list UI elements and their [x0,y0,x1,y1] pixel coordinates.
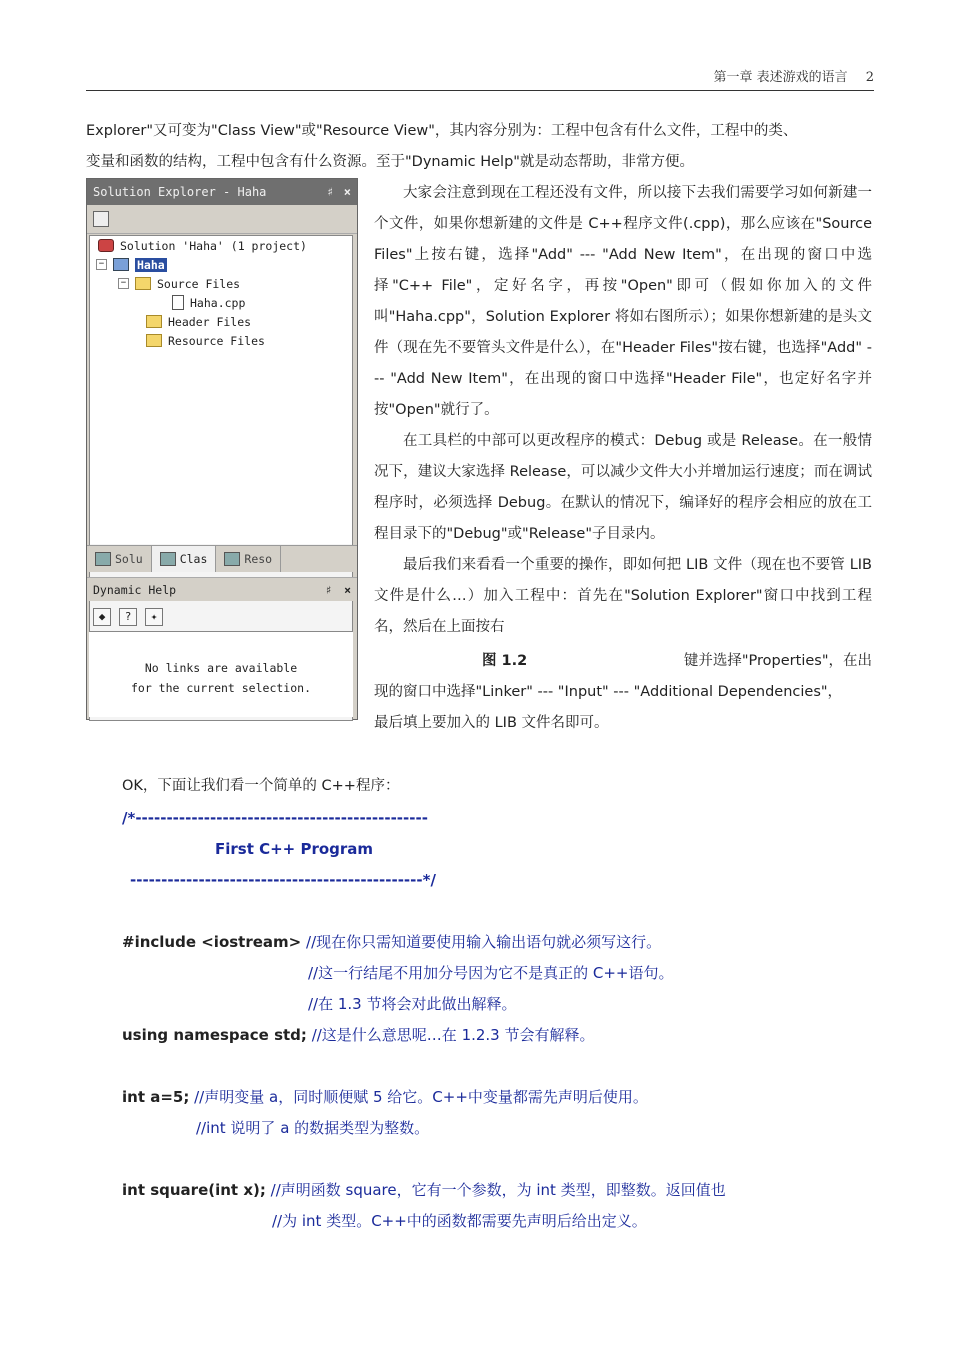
page-number: 2 [865,70,874,85]
intro-paragraph [86,116,876,178]
book-icon[interactable]: ◆ [93,608,111,626]
right-column-text [374,178,872,643]
code-int-a-comment-2: //int 说明了 a 的数据类型为整数。 [196,1119,430,1137]
code-include-comment-1: //现在你只需知道要使用输入输出语句就必须写这行。 [306,933,662,951]
dynamic-help-message-1: No links are available [144,661,298,675]
class-tab-icon [160,552,176,566]
tab-class-label: Clas [179,552,208,566]
help-icon[interactable]: ? [119,608,137,626]
tree-node-source-files-label: Source Files [157,276,241,291]
refresh-icon[interactable]: ✦ [145,608,163,626]
code-include-comment-2: //这一行结尾不用加分号因为它不是真正的 C++语句。 [308,964,674,982]
folder-icon [146,315,162,328]
code-int-a-line [122,1082,648,1113]
dynamic-help-titlebar [87,577,357,601]
intro-line-2: 变量和函数的结构，工程中包含有什么资源。至于"Dynamic Help"就是动态帮助，非常方便。 [86,154,694,170]
tree-node-source-files[interactable] [118,274,240,293]
close-icon[interactable]: × [343,185,351,199]
dynamic-help-body [89,631,353,717]
tree-node-project-label: Haha [137,257,165,272]
file-icon [172,295,184,310]
dynamic-help-title: Dynamic Help [93,582,177,597]
code-include: #include <iostream> [122,933,302,951]
close-icon[interactable]: × [344,582,351,597]
solution-explorer-titlebar [87,179,357,205]
dynamic-help-toolbar [93,605,171,629]
code-comment-title: First C++ Program [215,840,374,858]
properties-icon[interactable] [93,211,109,227]
paragraph-build-mode: 在工具栏的中部可以更改程序的模式：Debug 或是 Release。在一般情况下，建议大家选择 Release，可以减少文件大小并增加运行速度；而在调试程序时，必须选择 Debug。在默认的情况下，编译好的程序会相应的放在工程目录下的"Debug"或"Release"子目录内。 [374,433,872,542]
explorer-tabs [87,545,357,572]
paragraph-lib-cont-1: 键并选择"Properties"，在出 [683,653,872,669]
tree-node-project[interactable] [96,255,167,274]
code-using-line [122,1020,595,1051]
paragraph-lib-file: 最后我们来看看一个重要的操作，即如何把 LIB 文件（现在也不要管 LIB 文件是什么…）加入工程中：首先在"Solution Explorer"窗口中找到工程名，然后在上面按右 [374,557,872,635]
folder-icon [146,334,162,347]
figure-caption: 图 1.2 [482,653,528,669]
page-header [86,66,874,91]
code-square: int square(int x); [122,1181,266,1199]
tree-node-resource-files-label: Resource Files [168,333,265,348]
tree-node-file-label: Haha.cpp [190,295,246,310]
code-comment-line-1: /*----------------------------------------------- [122,809,428,827]
paragraph-lib-cont-3: 最后填上要加入的 LIB 文件名即可。 [374,715,609,731]
tree-node-file[interactable] [172,293,245,312]
collapse-icon[interactable]: − [96,259,107,270]
tree-node-solution[interactable] [98,236,307,255]
tree-node-header-files[interactable] [146,312,251,331]
tab-resource-label: Reso [244,552,273,566]
solution-tab-icon [95,552,111,566]
paragraph-new-file: 大家会注意到现在工程还没有文件，所以接下去我们需要学习如何新建一个文件，如果你想新建的文件是 C++程序文件(.cpp)，那么应该在"Source Files"上按右键，选择"Add" --- "Add New Item"，在出现的窗口中选择"C++ File"，定好名字，再按"Open"即可（假如你加入的文件叫"Haha.cpp"，Solution Explorer 将如右图所示）；如果你想新建的是头文件（现在先不要管头文件是什么），在"Header Files"按右键，也选择"Add" --- "Add New Item"，在出现的窗口中选择"Header File"，也定好名字并按"Open"就行了。 [374,185,872,418]
pin-icon[interactable]: ♯ [325,582,333,597]
lib-continuation [374,677,872,739]
ok-line: OK，下面让我们看一个简单的 C++程序： [122,778,400,794]
tree-node-solution-label: Solution 'Haha' (1 project) [120,238,307,253]
chapter-title: 第一章 表述游戏的语言 [713,70,848,85]
code-int-a: int a=5; [122,1088,190,1106]
solution-explorer-toolbar [87,205,357,234]
tree-node-header-files-label: Header Files [168,314,252,329]
folder-icon [135,277,151,290]
tab-resource[interactable] [216,546,281,572]
code-square-line [122,1175,726,1206]
collapse-icon[interactable]: − [118,278,129,289]
resource-tab-icon [224,552,240,566]
code-square-comment-1: //声明函数 square，它有一个参数，为 int 类型，即整数。返回值也 [270,1181,726,1199]
code-int-a-comment-1: //声明变量 a，同时顺便赋 5 给它。C++中变量都需先声明后使用。 [194,1088,648,1106]
code-using-comment: //这是什么意思呢…在 1.2.3 节会有解释。 [311,1026,595,1044]
code-comment-line-3: -----------------------------------------------*/ [130,871,436,889]
code-include-comment-3: //在 1.3 节将会对此做出解释。 [308,995,517,1013]
project-icon [113,258,129,271]
tab-solution-label: Solu [115,552,143,566]
solution-icon [98,239,114,252]
solution-tree [90,236,352,544]
dynamic-help-message-2: for the current selection. [130,681,311,695]
paragraph-lib-cont-2: 现的窗口中选择"Linker" --- "Input" --- "Additional Dependencies"， [374,684,843,700]
tab-class[interactable] [152,546,217,572]
code-include-line [122,927,661,958]
code-using: using namespace std; [122,1026,307,1044]
code-square-comment-2: //为 int 类型。C++中的函数都需要先声明后给出定义。 [272,1212,647,1230]
tree-node-resource-files[interactable] [146,331,265,350]
solution-explorer-title: Solution Explorer - Haha [93,185,267,199]
pin-icon[interactable]: ♯ [326,185,334,199]
solution-explorer-screenshot [86,178,358,720]
intro-line-1: Explorer"又可变为"Class View"或"Resource View"，其内容分别为：工程中包含有什么文件，工程中的类、 [86,123,798,139]
tab-solution[interactable] [87,546,152,572]
